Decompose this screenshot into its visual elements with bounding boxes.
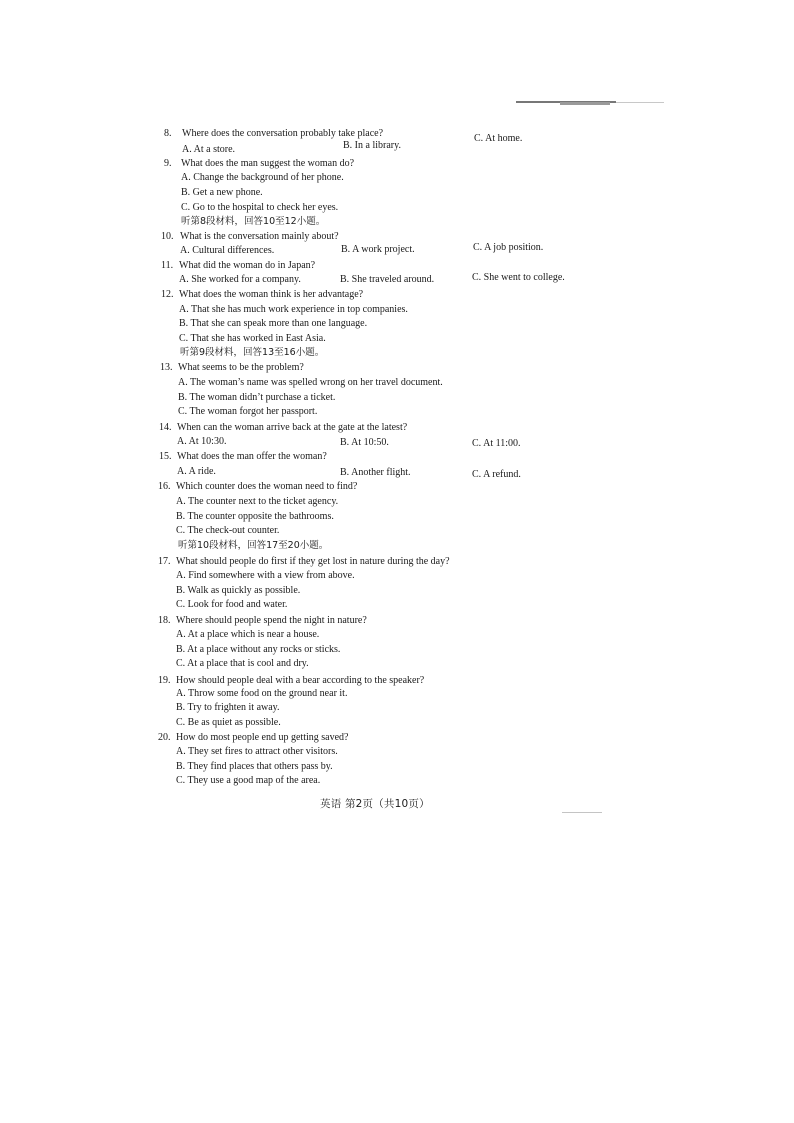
question-text: How should people deal with a bear according to the speaker? (176, 675, 425, 686)
question-number: 16. (158, 481, 171, 492)
question-text: Where does the conversation probably take place? (182, 128, 384, 139)
option-b: B. At a place without any rocks or sticks. (176, 644, 341, 655)
option-c: C. At a place that is cool and dry. (176, 658, 309, 669)
option-c: C. At home. (474, 133, 523, 144)
option-c: C. Go to the hospital to check her eyes. (181, 202, 339, 213)
option-a: A. That she has much work experience in top companies. (179, 304, 408, 315)
scan-artifact (616, 102, 664, 103)
option-c: C. A job position. (473, 242, 544, 253)
option-c: C. A refund. (472, 469, 521, 480)
question-number: 19. (158, 675, 171, 686)
option-b: B. Walk as quickly as possible. (176, 585, 301, 596)
question-number: 9. (164, 158, 172, 169)
option-b: B. A work project. (341, 244, 415, 255)
question-number: 18. (158, 615, 171, 626)
option-c: C. They use a good map of the area. (176, 775, 321, 786)
scan-artifact (562, 812, 602, 813)
option-c: C. The woman forgot her passport. (178, 406, 318, 417)
option-a: A. Throw some food on the ground near it. (176, 688, 348, 699)
question-text: Where should people spend the night in nature? (176, 615, 367, 626)
scan-artifact (560, 102, 610, 105)
question-text: What does the woman think is her advantage? (179, 289, 364, 300)
option-a: A. Change the background of her phone. (181, 172, 344, 183)
question-text: What seems to be the problem? (178, 362, 304, 373)
option-a: A. A ride. (177, 466, 216, 477)
option-b: B. In a library. (343, 140, 401, 151)
question-text: When can the woman arrive back at the gate at the latest? (177, 422, 408, 433)
section-instruction: 听第10段材料，回答17至20小题。 (178, 540, 329, 551)
option-a: A. She worked for a company. (179, 274, 301, 285)
option-a: A. They set fires to attract other visitors. (176, 746, 338, 757)
option-b: B. That she can speak more than one language. (179, 318, 368, 329)
option-a: A. At 10:30. (177, 436, 227, 447)
option-a: A. The counter next to the ticket agency. (176, 496, 339, 507)
option-c: C. The check-out counter. (176, 525, 280, 536)
option-b: B. She traveled around. (340, 274, 435, 285)
option-b: B. Try to frighten it away. (176, 702, 280, 713)
question-text: What does the man suggest the woman do? (181, 158, 355, 169)
question-number: 20. (158, 732, 171, 743)
option-a: A. Find somewhere with a view from above. (176, 570, 355, 581)
option-b: B. At 10:50. (340, 437, 389, 448)
option-a: A. The woman’s name was spelled wrong on her travel document. (178, 377, 443, 388)
option-c: C. Look for food and water. (176, 599, 288, 610)
section-instruction: 听第9段材料，回答13至16小题。 (180, 347, 325, 358)
option-b: B. They find places that others pass by. (176, 761, 333, 772)
question-number: 12. (161, 289, 174, 300)
question-text: What does the man offer the woman? (177, 451, 327, 462)
option-b: B. Get a new phone. (181, 187, 263, 198)
question-number: 17. (158, 556, 171, 567)
question-number: 15. (159, 451, 172, 462)
option-c: C. She went to college. (472, 272, 565, 283)
question-text: What did the woman do in Japan? (179, 260, 316, 271)
question-text: What is the conversation mainly about? (180, 231, 339, 242)
option-a: A. At a store. (182, 144, 236, 155)
option-b: B. The counter opposite the bathrooms. (176, 511, 334, 522)
option-c: C. That she has worked in East Asia. (179, 333, 326, 344)
option-a: A. Cultural differences. (180, 245, 275, 256)
option-a: A. At a place which is near a house. (176, 629, 320, 640)
option-b: B. The woman didn’t purchase a ticket. (178, 392, 336, 403)
option-b: B. Another flight. (340, 467, 411, 478)
question-number: 13. (160, 362, 173, 373)
question-number: 10. (161, 231, 174, 242)
page-footer: 英语 第2页（共10页） (320, 798, 430, 810)
question-text: Which counter does the woman need to find? (176, 481, 358, 492)
section-instruction: 听第8段材料，回答10至12小题。 (181, 216, 326, 227)
question-number: 11. (161, 260, 174, 271)
question-number: 8. (164, 128, 172, 139)
question-text: What should people do first if they get lost in nature during the day? (176, 556, 450, 567)
option-c: C. At 11:00. (472, 438, 521, 449)
option-c: C. Be as quiet as possible. (176, 717, 281, 728)
question-number: 14. (159, 422, 172, 433)
question-text: How do most people end up getting saved? (176, 732, 349, 743)
